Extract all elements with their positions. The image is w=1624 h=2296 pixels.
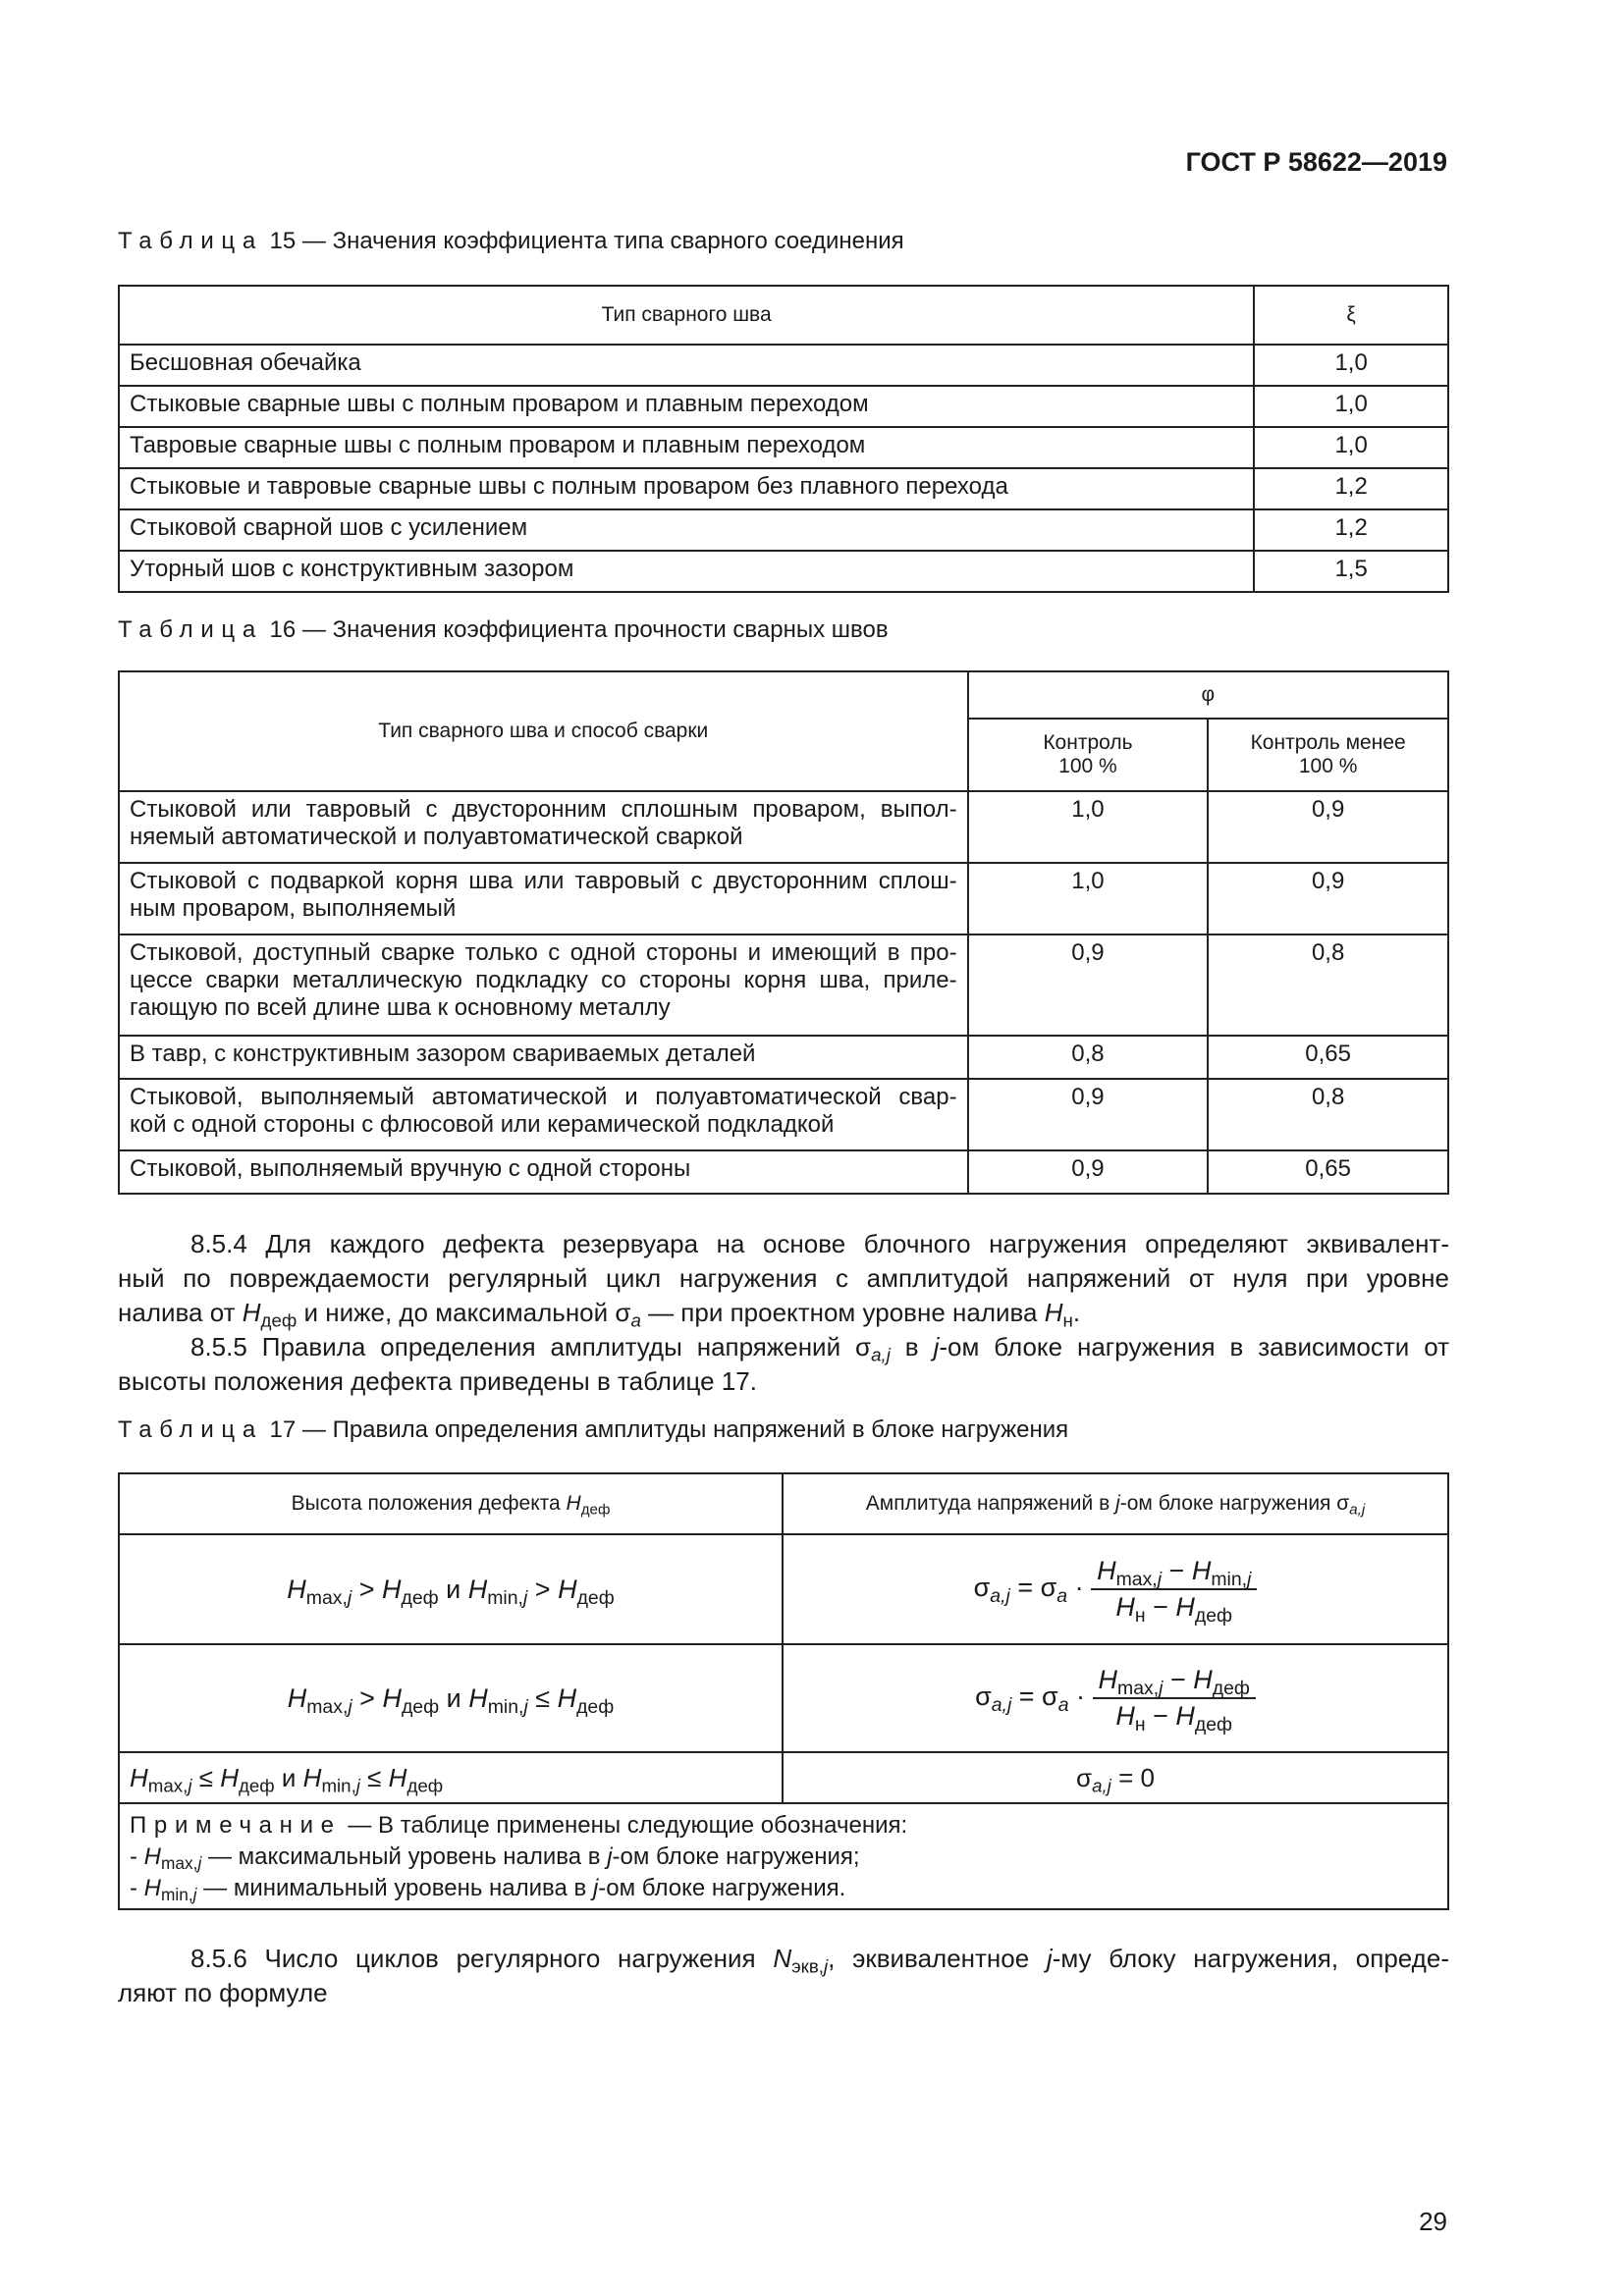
table16-value: 0,8 — [968, 1036, 1209, 1079]
page-number: 29 — [1419, 2207, 1447, 2236]
table17-formula-1: $\sigma_{a,j} = \sigma_a$ · $\frac{H_{max,j} - H_{min,j}}{H_н - H_{деф}}$ — [783, 1534, 1448, 1644]
table16-value: 1,0 — [968, 863, 1209, 934]
row-line: Стыковой с подваркой корня шва или тавровый с двусторонним сплош- — [130, 868, 957, 894]
table15-caption-text: 15 — Значения коэффициента типа сварного соединения — [269, 228, 904, 254]
table17-condition-3: $H_{max,j} \le H_{деф}$ и $H_{min,j} \le H_{деф}$ — [119, 1752, 783, 1803]
table15-value: 1,0 — [1254, 345, 1448, 386]
table15-caption — [118, 228, 904, 255]
table16-value: 0,9 — [968, 1150, 1209, 1194]
note-intro: Примечание — В таблице применены следующие обозначения: — [130, 1812, 908, 1839]
note-item: - $H_{max,j}$ — максимальный уровень налива в j-ом блоке нагружения; — [130, 1843, 860, 1874]
table16 — [118, 670, 1449, 1195]
table16-row-text — [119, 1036, 968, 1079]
fraction: $\frac{H_{max,j} - H_{min,j}}{H_н - H_{деф}}$ — [1091, 1556, 1257, 1623]
row-line: Стыковой, выполняемый автоматической и полуавтоматической свар- — [130, 1084, 957, 1110]
table17-head-height: Высота положения дефекта $H_{деф}$ — [119, 1473, 783, 1534]
table15-value: 1,5 — [1254, 551, 1448, 592]
head-line: 100 % — [1298, 755, 1358, 777]
table17-note — [119, 1803, 1448, 1909]
head-line: Контроль менее — [1250, 731, 1406, 754]
table16-value: 0,9 — [1208, 863, 1448, 934]
table17-formula-2: $\sigma_{a,j} = \sigma_a$ · $\frac{H_{max,j} - H_{деф}}{H_н - H_{деф}}$ — [783, 1644, 1448, 1752]
table15-cell: Тавровые сварные швы с полным проваром и плавным переходом — [119, 427, 1254, 468]
row-line: няемый автоматической и полуавтоматической сваркой — [130, 824, 743, 850]
table15-value: 1,2 — [1254, 468, 1448, 509]
table16-value: 0,65 — [1208, 1150, 1448, 1194]
table17-caption-word: Таблица — [118, 1416, 263, 1443]
table15-cell: Стыковые сварные швы с полным проваром и плавным переходом — [119, 386, 1254, 427]
row-line: ным проваром, выполняемый — [130, 895, 457, 922]
paragraph-8-5-6 — [118, 1942, 1449, 2010]
table15 — [118, 285, 1449, 593]
row-line: В тавр, с конструктивным зазором свариваемых деталей — [130, 1041, 756, 1067]
head-line: Контроль — [1043, 731, 1133, 754]
paragraph-8-5-5 — [118, 1330, 1449, 1399]
row-line: Стыковой, выполняемый вручную с одной стороны — [130, 1155, 691, 1182]
table15-caption-word: Таблица — [118, 228, 263, 254]
note-item: - $H_{min,j}$ — минимальный уровень налива в j-ом блоке нагружения. — [130, 1875, 846, 1905]
table17-condition-2: $H_{max,j} > H_{деф}$ и $H_{min,j} \le H_{деф}$ — [119, 1644, 783, 1752]
para-line: 8.5.4 Для каждого дефекта резервуара на основе блочного нагружения определяют эквивалент- — [190, 1229, 1449, 1258]
table16-value: 0,9 — [968, 1079, 1209, 1150]
row-line: цессе сварки металлическую подкладку со стороны корня шва, приле- — [130, 967, 957, 993]
table17 — [118, 1472, 1449, 1910]
table16-head-type: Тип сварного шва и способ сварки — [119, 671, 968, 791]
table16-row-text — [119, 1150, 968, 1194]
table15-head-xi: ξ — [1254, 286, 1448, 345]
table16-row-text — [119, 934, 968, 1036]
table15-cell: Стыковой сварной шов с усилением — [119, 509, 1254, 551]
table16-head-control-full — [968, 719, 1209, 791]
table15-cell: Бесшовная обечайка — [119, 345, 1254, 386]
table17-formula-3: $\sigma_{a,j} = 0$ — [783, 1752, 1448, 1803]
table15-cell: Стыковые и тавровые сварные швы с полным проваром без плавного перехода — [119, 468, 1254, 509]
table17-condition-1: $H_{max,j} > H_{деф}$ и $H_{min,j} > H_{деф}$ — [119, 1534, 783, 1644]
table16-caption — [118, 616, 889, 644]
table16-value: 0,65 — [1208, 1036, 1448, 1079]
paragraph-8-5-4 — [118, 1227, 1449, 1330]
para-line: 8.5.5 Правила определения амплитуды напряжений $\sigma_{a,j}$ в j-ом блоке нагружения в зависимости от — [190, 1332, 1449, 1365]
table16-head-phi: φ — [968, 671, 1448, 719]
table16-row-text — [119, 791, 968, 863]
table15-value: 1,2 — [1254, 509, 1448, 551]
table17-caption — [118, 1416, 1068, 1444]
head-line: 100 % — [1058, 755, 1117, 777]
para-line: налива от $H_{деф}$ и ниже, до максимальной $\sigma_a$ — при проектном уровне налива $H_н$. — [118, 1298, 1081, 1331]
table17-head-amplitude: Амплитуда напряжений в j-ом блоке нагружения $\sigma_{a,j}$ — [783, 1473, 1448, 1534]
table16-caption-text: 16 — Значения коэффициента прочности сварных швов — [269, 616, 889, 643]
row-line: кой с одной стороны с флюсовой или керамической подкладкой — [130, 1111, 835, 1138]
para-line: высоты положения дефекта приведены в таблице 17. — [118, 1366, 757, 1396]
table15-value: 1,0 — [1254, 427, 1448, 468]
table16-row-text — [119, 1079, 968, 1150]
table15-head-type: Тип сварного шва — [119, 286, 1254, 345]
table16-row-text — [119, 863, 968, 934]
table15-cell: Уторный шов с конструктивным зазором — [119, 551, 1254, 592]
table16-head-control-partial — [1208, 719, 1448, 791]
table15-value: 1,0 — [1254, 386, 1448, 427]
table16-value: 1,0 — [968, 791, 1209, 863]
table16-value: 0,9 — [1208, 791, 1448, 863]
table17-caption-text: 17 — Правила определения амплитуды напряжений в блоке нагружения — [269, 1416, 1069, 1443]
table16-value: 0,8 — [1208, 934, 1448, 1036]
table16-caption-word: Таблица — [118, 616, 263, 643]
para-line: ляют по формуле — [118, 1978, 328, 2007]
row-line: Стыковой или тавровый с двусторонним сплошным проваром, выпол- — [130, 796, 957, 823]
table16-value: 0,9 — [968, 934, 1209, 1036]
fraction: $\frac{H_{max,j} - H_{деф}}{H_н - H_{деф}}$ — [1093, 1665, 1256, 1732]
row-line: Стыковой, доступный сварке только с одной стороны и имеющий в про- — [130, 939, 957, 966]
standard-number: ГОСТ Р 58622—2019 — [1185, 147, 1447, 177]
row-line: гающую по всей длине шва к основному металлу — [130, 994, 671, 1021]
para-line: 8.5.6 Число циклов регулярного нагружения $N_{экв,j}$, эквивалентное j-му блоку нагружения, опреде- — [190, 1944, 1449, 1977]
table16-value: 0,8 — [1208, 1079, 1448, 1150]
para-line: ный по повреждаемости регулярный цикл нагружения с амплитудой напряжений от нуля при уровне — [118, 1263, 1449, 1293]
